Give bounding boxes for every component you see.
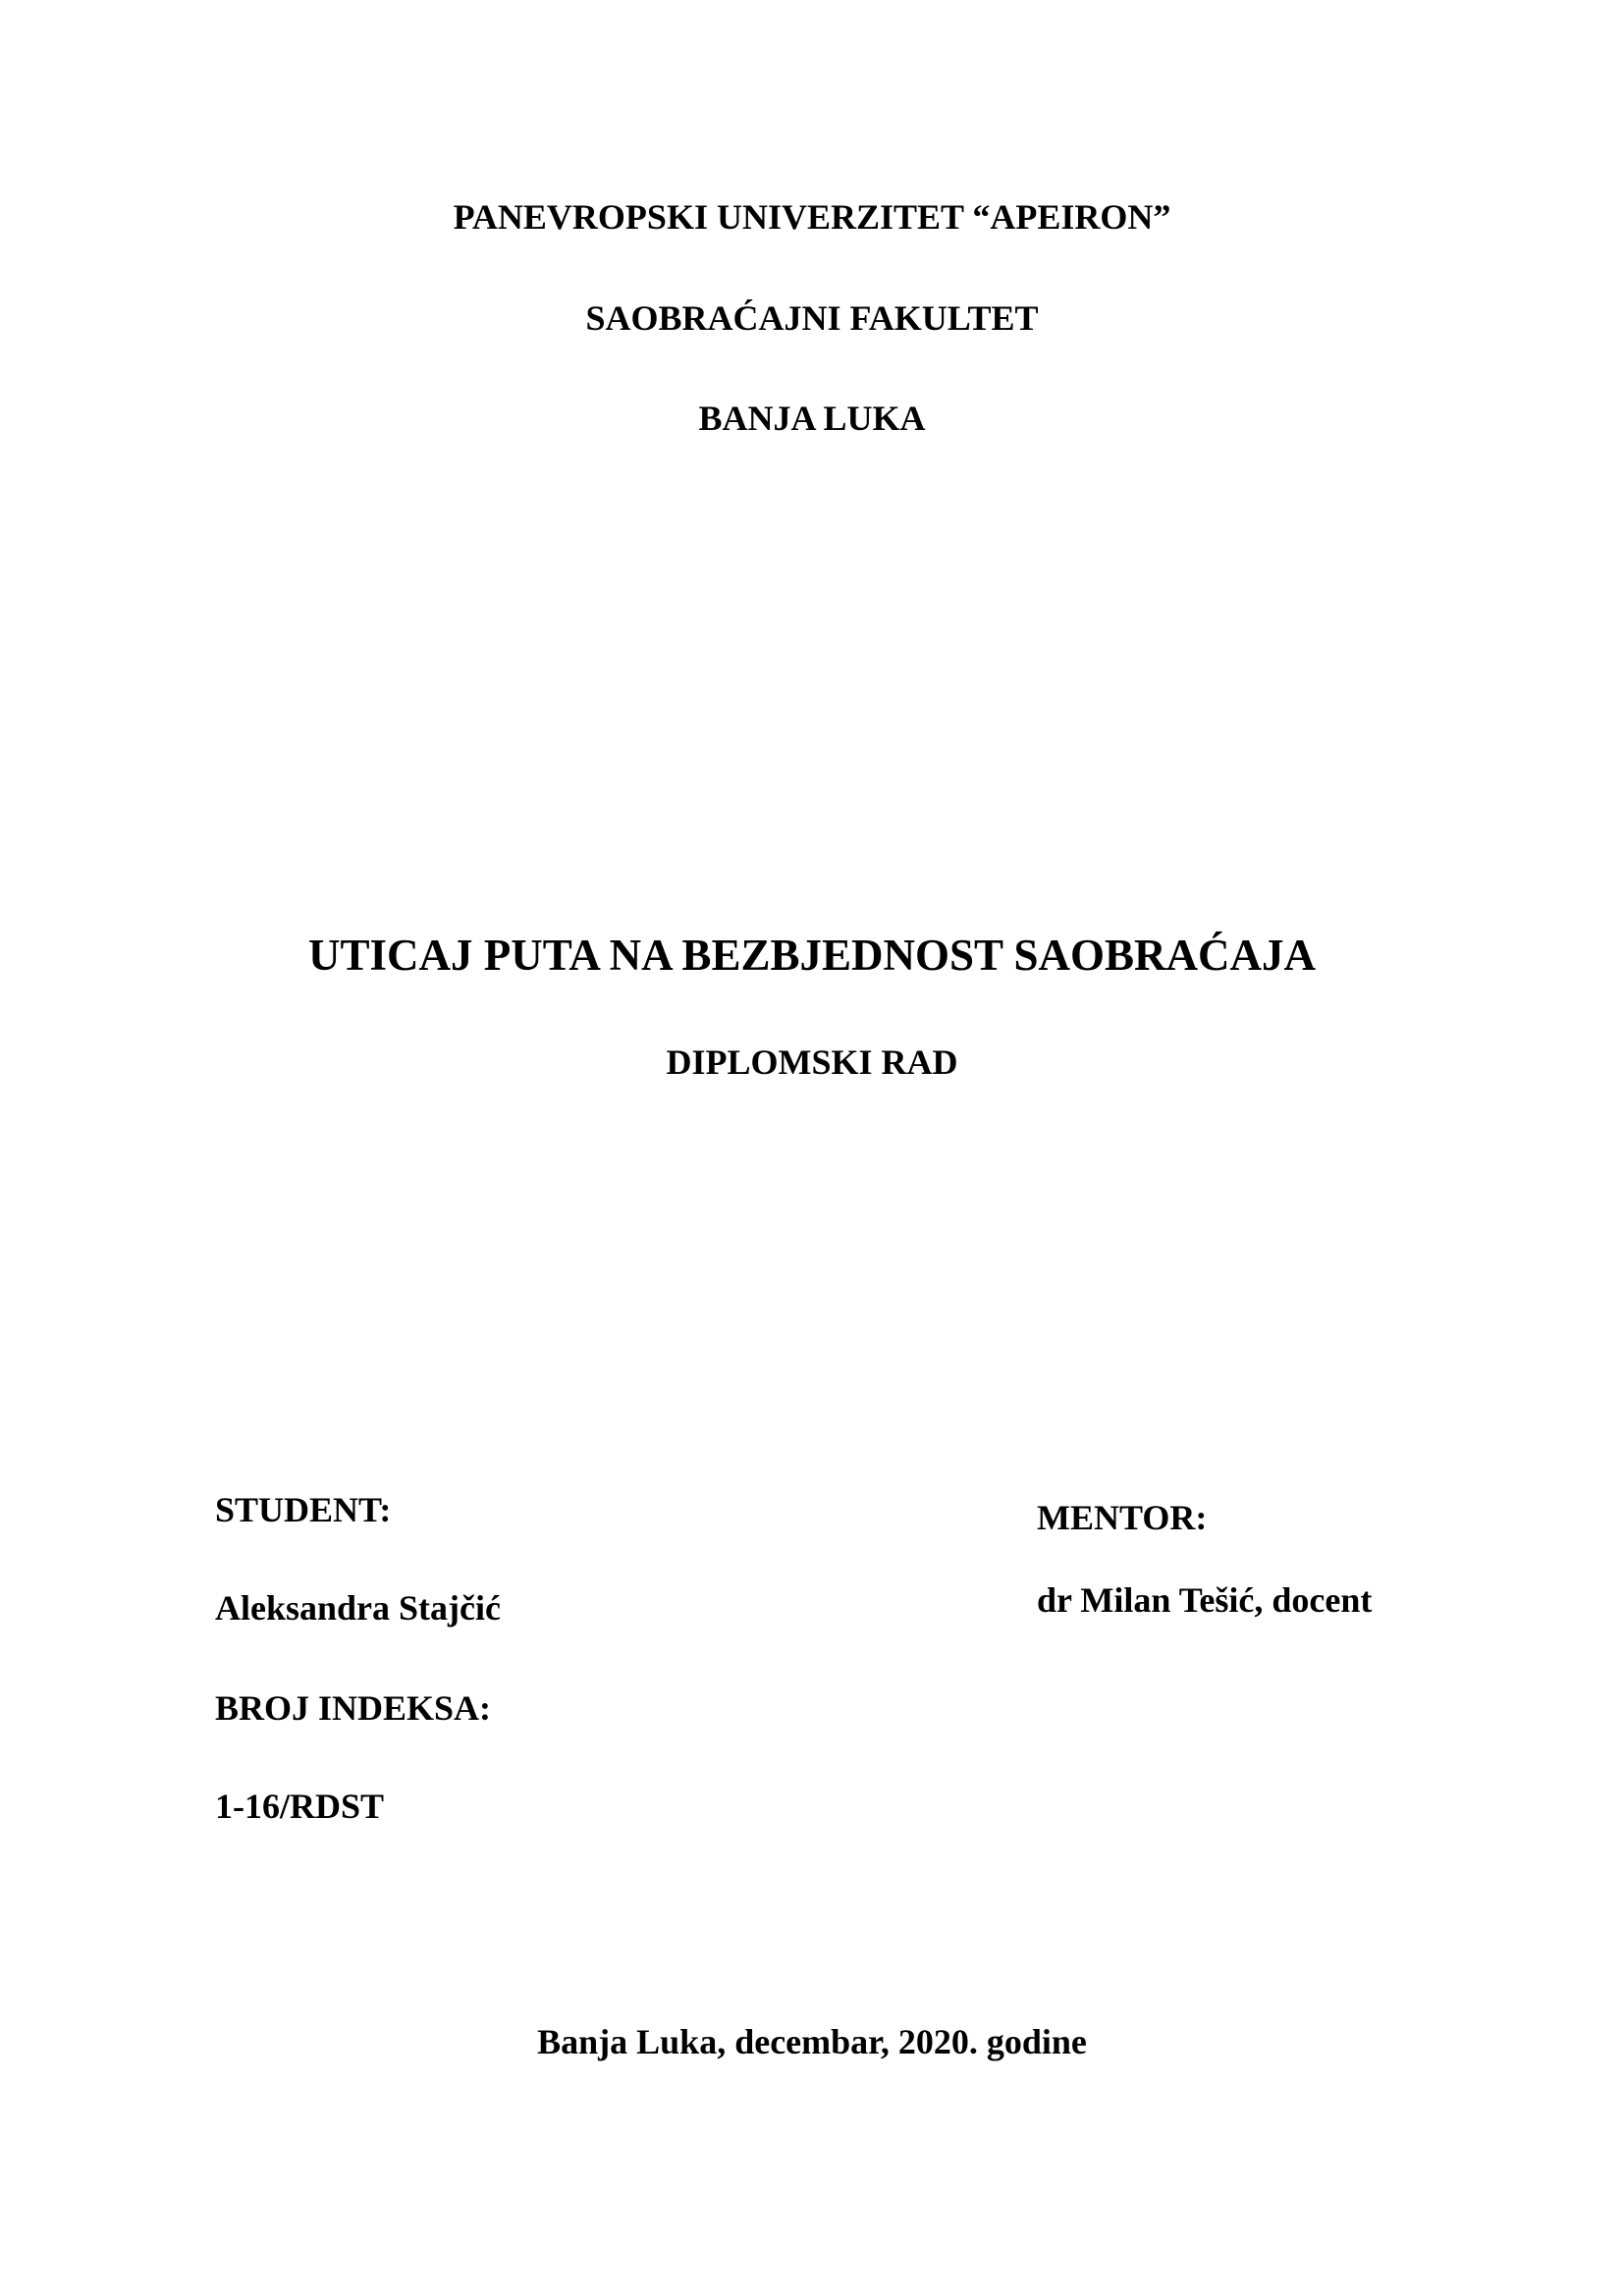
faculty-name: SAOBRAĆAJNI FAKULTET [585,298,1039,338]
thesis-type: DIPLOMSKI RAD [666,1042,958,1082]
mentor-label: MENTOR: [1037,1498,1208,1537]
student-name: Aleksandra Stajčić [215,1588,501,1628]
city-name: BANJA LUKA [698,399,926,438]
student-label: STUDENT: [215,1490,392,1529]
mentor-name: dr Milan Tešić, docent [1037,1580,1373,1620]
university-name: PANEVROPSKI UNIVERZITET “APEIRON” [453,197,1171,237]
place-date: Banja Luka, decembar, 2020. godine [537,2022,1087,2061]
index-number: 1-16/RDST [215,1787,385,1826]
index-label: BROJ INDEKSA: [215,1688,492,1728]
thesis-title: UTICAJ PUTA NA BEZBJEDNOST SAOBRAĆAJA [307,931,1317,980]
